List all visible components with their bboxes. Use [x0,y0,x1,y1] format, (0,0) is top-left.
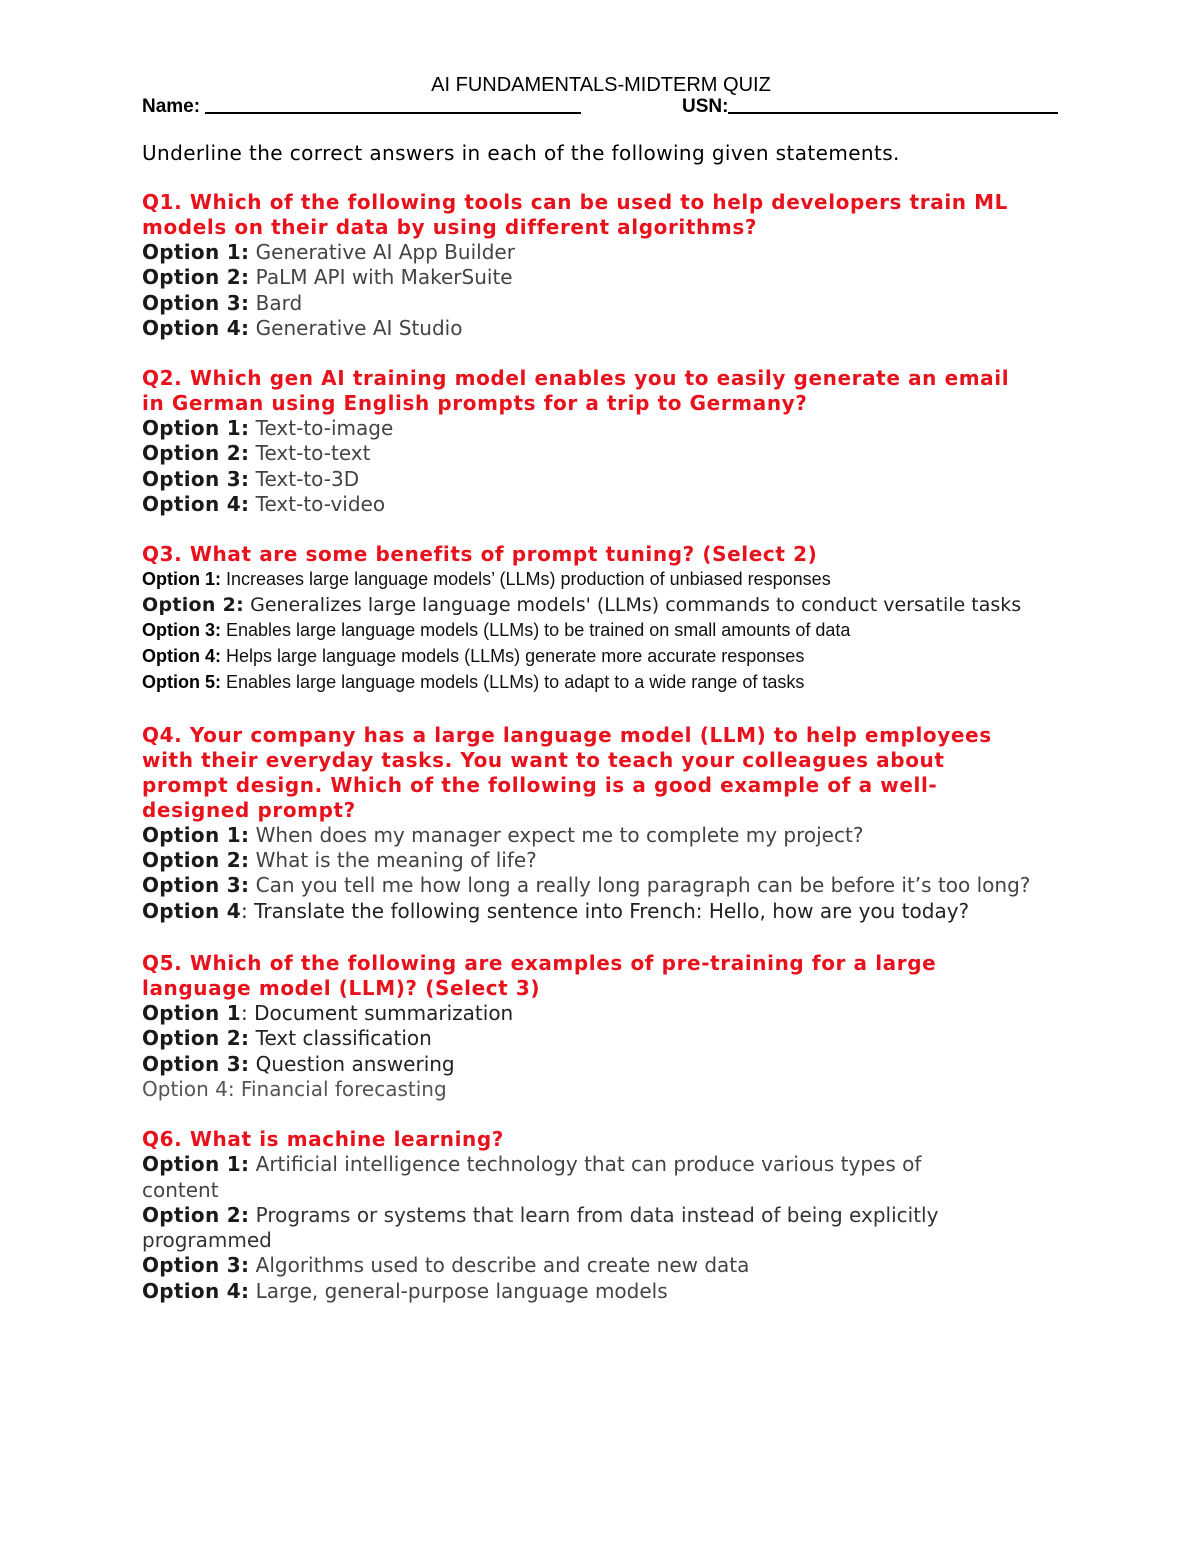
answer-option[interactable] [142,873,1042,898]
question-5 [142,951,1062,1102]
question-text-line: Q2. Which gen AI training model enables you to easily generate an email [142,366,1010,391]
answer-option[interactable] [142,265,1062,290]
option-text: Algorithms used to describe and create new data [249,1253,750,1278]
option-text: Programs or systems that learn from data instead of being explicitly programmed [142,1202,939,1253]
option-label: Option 3: [142,873,250,898]
answer-option[interactable] [142,492,1062,517]
option-label: Option 3: [142,290,250,315]
option-label: Option 3: [142,1051,250,1076]
answer-option[interactable] [142,1279,1062,1304]
option-label: Option 1: [142,240,250,264]
option-text: Text-to-image [249,416,394,441]
question-3 [142,542,1062,695]
option-text: What is the meaning of life? [249,848,537,873]
option-text: Text classification [249,1026,432,1051]
answer-option[interactable] [142,618,1062,644]
option-text: Artificial intelligence technology that can produce various types of content [142,1152,922,1202]
option-text: Generative AI App Builder [249,240,515,264]
question-text-line: Q3. What are some benefits of prompt tuning? (Select 2) [142,542,818,567]
question-text-line: designed prompt? [142,797,356,822]
option-label: Option 4: [142,646,221,667]
option-label: Option 3: [142,1253,250,1278]
option-text: PaLM API with MakerSuite [249,265,513,290]
option-text: Enables large language models (LLMs) to be trained on small amounts of data [221,620,851,641]
option-text: Bard [249,290,303,315]
option-text: Can you tell me how long a really long paragraph can be before it’s too long? [249,873,1031,898]
name-blank[interactable] [205,112,581,114]
answer-option[interactable] [142,899,1062,924]
answer-option[interactable] [142,823,1062,848]
option-text: Generative AI Studio [249,315,463,340]
option-label: Option 4: [142,1278,250,1303]
option-label: Option 2: [142,848,250,873]
answer-option[interactable] [142,567,1062,593]
question-1 [142,190,1062,341]
option-label: Option 4 [142,898,241,923]
option-text: When does my manager expect me to complete my project? [249,822,864,847]
answer-option[interactable] [142,1001,1062,1026]
answer-option[interactable] [142,416,1062,441]
option-text: : Document summarization [241,1001,514,1026]
name-label: Name: [142,96,201,117]
answer-option[interactable] [142,1253,1062,1278]
instructions: Underline the correct answers in each of the following given statements. [142,141,900,165]
option-label: Option 2: [142,594,245,617]
usn-blank[interactable] [728,112,1058,114]
answer-option[interactable] [142,848,1062,873]
option-label: Option 3: [142,620,221,641]
option-text: : Translate the following sentence into French: Hello, how are you today? [241,898,970,923]
option-label: Option 1: [142,569,221,590]
option-label: Option 2: [142,265,250,290]
option-text: Large, general-purpose language models [249,1278,668,1303]
option-label: Option 2: [142,441,250,466]
quiz-title: AI FUNDAMENTALS-MIDTERM QUIZ [431,74,771,96]
option-label: Option 1: [142,416,250,441]
answer-option[interactable] [142,1052,1062,1077]
option-text: Text-to-3D [249,466,360,491]
option-label: Option 4: [142,492,250,517]
option-text: Text-to-video [249,492,386,517]
option-label: Option 2: [142,1202,250,1227]
option-label: Option 1 [142,1001,241,1026]
option-label: Option 5: [142,672,221,693]
answer-option[interactable] [142,240,1062,265]
question-4 [142,723,1062,924]
question-text-line: in German using English prompts for a trip to Germany? [142,391,808,416]
option-text: Enables large language models (LLMs) to adapt to a wide range of tasks [221,672,805,693]
answer-option[interactable] [142,593,1062,618]
option-text: Text-to-text [249,441,371,466]
question-2 [142,366,1062,517]
answer-option[interactable] [142,291,1062,316]
question-text-line: prompt design. Which of the following is a good example of a well- [142,772,938,797]
usn-label: USN: [682,96,729,117]
option-label: Option 1: [142,1152,250,1177]
answer-option[interactable] [142,441,1062,466]
option-text: Generalizes large language models' (LLMs) commands to conduct versatile tasks [244,594,1022,617]
question-6 [142,1127,1062,1304]
question-text-line: models on their data by using different algorithms? [142,215,758,239]
option-text: Option 4: Financial forecasting [142,1076,447,1101]
option-text: Question answering [249,1051,455,1076]
option-text: Increases large language models’ (LLMs) production of unbiased responses [221,569,831,590]
student-fields [142,96,1062,124]
answer-option[interactable] [142,1026,1062,1051]
name-field [142,96,581,118]
option-label: Option 1: [142,822,250,847]
answer-option[interactable] [142,1152,1002,1203]
option-label: Option 4: [142,315,250,340]
option-label: Option 3: [142,466,250,491]
option-label: Option 2: [142,1026,250,1051]
question-text-line: Q4. Your company has a large language model (LLM) to help employees [142,722,992,747]
question-text-line: with their everyday tasks. You want to teach your colleagues about [142,747,945,772]
question-text-line: Q1. Which of the following tools can be used to help developers train ML [142,190,1009,214]
option-text: Helps large language models (LLMs) generate more accurate responses [221,646,805,667]
answer-option[interactable] [142,316,1062,341]
answer-option[interactable] [142,467,1062,492]
answer-option[interactable] [142,1203,1022,1254]
answer-option[interactable] [142,644,1062,670]
usn-field [682,96,1058,118]
question-text-line: Q6. What is machine learning? [142,1127,504,1152]
question-text-line: Q5. Which of the following are examples of pre-training for a large [142,951,937,976]
answer-option[interactable] [142,670,1062,696]
answer-option[interactable] [142,1077,1062,1102]
question-text-line: language model (LLM)? (Select 3) [142,976,541,1001]
quiz-document [142,72,1062,1304]
